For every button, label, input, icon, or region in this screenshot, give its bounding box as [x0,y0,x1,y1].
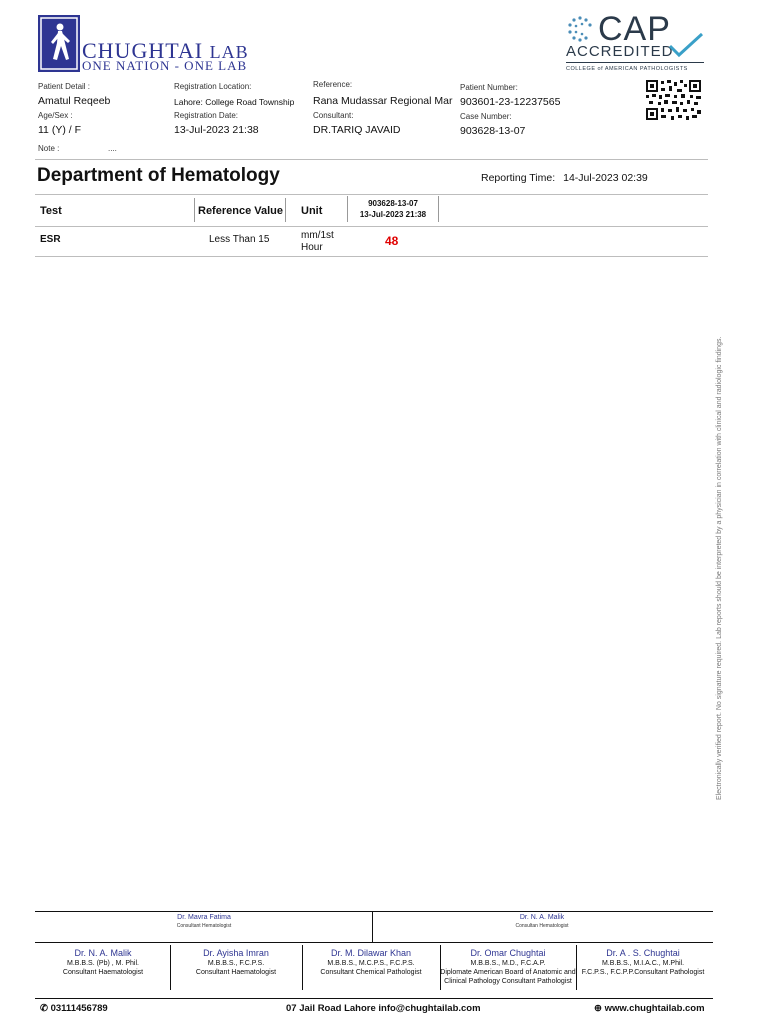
doctor-separator [302,945,303,990]
signatory-name: Dr. Mavra Fatima [177,914,231,921]
lab-name-main: CHUGHTAI [82,38,204,63]
column-separator [347,196,348,222]
table-top-divider [35,194,708,195]
cap-title: CAP [598,10,671,48]
doctor-card [172,948,300,977]
doctor-card [576,948,710,977]
test-name: ESR [40,234,61,245]
department-title: Department of Hematology [37,165,280,186]
column-separator [194,198,195,222]
unit-line-2: Hour [301,242,323,253]
column-separator [438,196,439,222]
consultant-value: DR.TARIQ JAVAID [313,124,401,136]
doctor-title: Consultant Chemical Pathologist [320,969,422,976]
doctor-name: Dr. Omar Chughtai [470,948,546,958]
doctor-name: Dr. N. A. Malik [74,948,132,958]
column-header-test: Test [40,205,62,217]
chughtai-logo-mark [38,15,80,72]
registration-location-value: Lahore: College Road Township [174,97,295,107]
doctor-card [304,948,438,977]
reporting-time-label: Reporting Time: [481,172,556,184]
column-header-unit: Unit [301,205,323,217]
doctor-card [440,948,576,986]
unit-line-1: mm/1st [301,230,334,241]
cap-divider [566,62,704,63]
phone-number[interactable]: 03111456789 [50,1003,108,1014]
signature-middle-line [35,942,713,943]
table-bottom-divider [35,256,708,257]
registration-date-value: 13-Jul-2023 21:38 [174,124,259,136]
case-number-value: 903628-13-07 [460,125,526,137]
reference-range: Less Than 15 [209,234,270,245]
consultant-label: Consultant: [313,111,354,120]
age-sex-value: 11 (Y) / F [38,124,81,136]
check-icon [668,32,704,58]
table-header-divider [35,226,708,227]
doctor-title: Consultant Haematologist [195,969,277,976]
phone-icon: ✆ [40,1003,48,1014]
patient-number-label: Patient Number: [460,83,518,92]
footer-top-line [35,998,713,999]
footer-address[interactable]: 07 Jail Road Lahore info@chughtailab.com [286,1003,481,1014]
patient-number-value: 903601-23-12237565 [460,96,561,108]
signature-top-line [35,911,713,912]
header-divider [35,159,708,160]
website-link[interactable]: www.chughtailab.com [604,1003,705,1014]
registration-location-label: Registration Location: [174,82,252,91]
signatory-title: Consultant Hematologist [176,923,232,929]
cap-dots-icon [566,15,594,43]
reporting-time [481,172,648,184]
doctor-title: Diplomate American Board of Anatomic and Clinical Pathology Consultant Pathologist [440,969,576,985]
lab-tagline: ONE NATION - ONE LAB [82,58,248,73]
signatory-title: Consultan Hematologist [515,923,569,929]
column-separator [285,198,286,222]
lab-name-suffix: LAB [209,42,249,62]
column-header-reference: Reference Value [198,205,283,217]
footer-phone [40,1003,108,1014]
signatory-name: Dr. N. A. Malik [519,914,565,921]
qr-code-icon [646,80,701,120]
doctor-title: F.C.P.S., F.C.P.P.Consultant Pathologist [581,969,705,976]
patient-detail-label: Patient Detail : [38,82,91,91]
doctor-qualifications: M.B.B.S., M.C.P.S., F.C.P.S. [327,960,415,967]
patient-name: Amatul Reqeeb [38,95,111,107]
signature-separator [372,911,373,942]
column-header-case [349,198,437,220]
reference-label: Reference: [313,80,353,89]
note-value: .... [108,144,117,153]
reporting-time-value: 14-Jul-2023 02:39 [563,172,648,184]
cap-accredited: ACCREDITED [566,43,674,60]
doctor-qualifications: M.B.B.S., F.C.P.S. [207,960,265,967]
doctor-name: Dr. M. Dilawar Khan [330,948,412,958]
column-header-case-date: 13-Jul-2023 21:38 [359,210,427,219]
doctor-qualifications: M.B.B.S. (Pb) , M. Phil. [67,960,139,967]
case-number-label: Case Number: [460,112,512,121]
footer-website [594,1003,705,1014]
reference-value: Rana Mudassar Regional Mar [313,95,453,107]
doctor-title: Consultant Haematologist [62,969,144,976]
doctor-separator [170,945,171,990]
test-result: 48 [385,234,399,248]
doctor-qualifications: M.B.B.S., M.I.A.C., M.Phil. [601,960,685,967]
doctor-card [38,948,168,977]
globe-icon: ⊕ [594,1003,602,1014]
verification-disclaimer: Electronically verified report. No signature required. Lab reports should be interpreted by a physician in correlation with clinical and radiologic findings. [716,336,723,800]
registration-date-label: Registration Date: [174,111,239,120]
cap-subtitle: COLLEGE of AMERICAN PATHOLOGISTS [566,66,688,72]
doctor-name: Dr. Ayisha Imran [203,948,269,958]
note-label: Note : [38,144,60,153]
column-header-case-id: 903628-13-07 [368,199,418,208]
age-sex-label: Age/Sex : [38,111,73,120]
doctor-name: Dr. A . S. Chughtai [606,948,680,958]
doctor-qualifications: M.B.B.S., M.D., F.C.A.P. [470,960,546,967]
